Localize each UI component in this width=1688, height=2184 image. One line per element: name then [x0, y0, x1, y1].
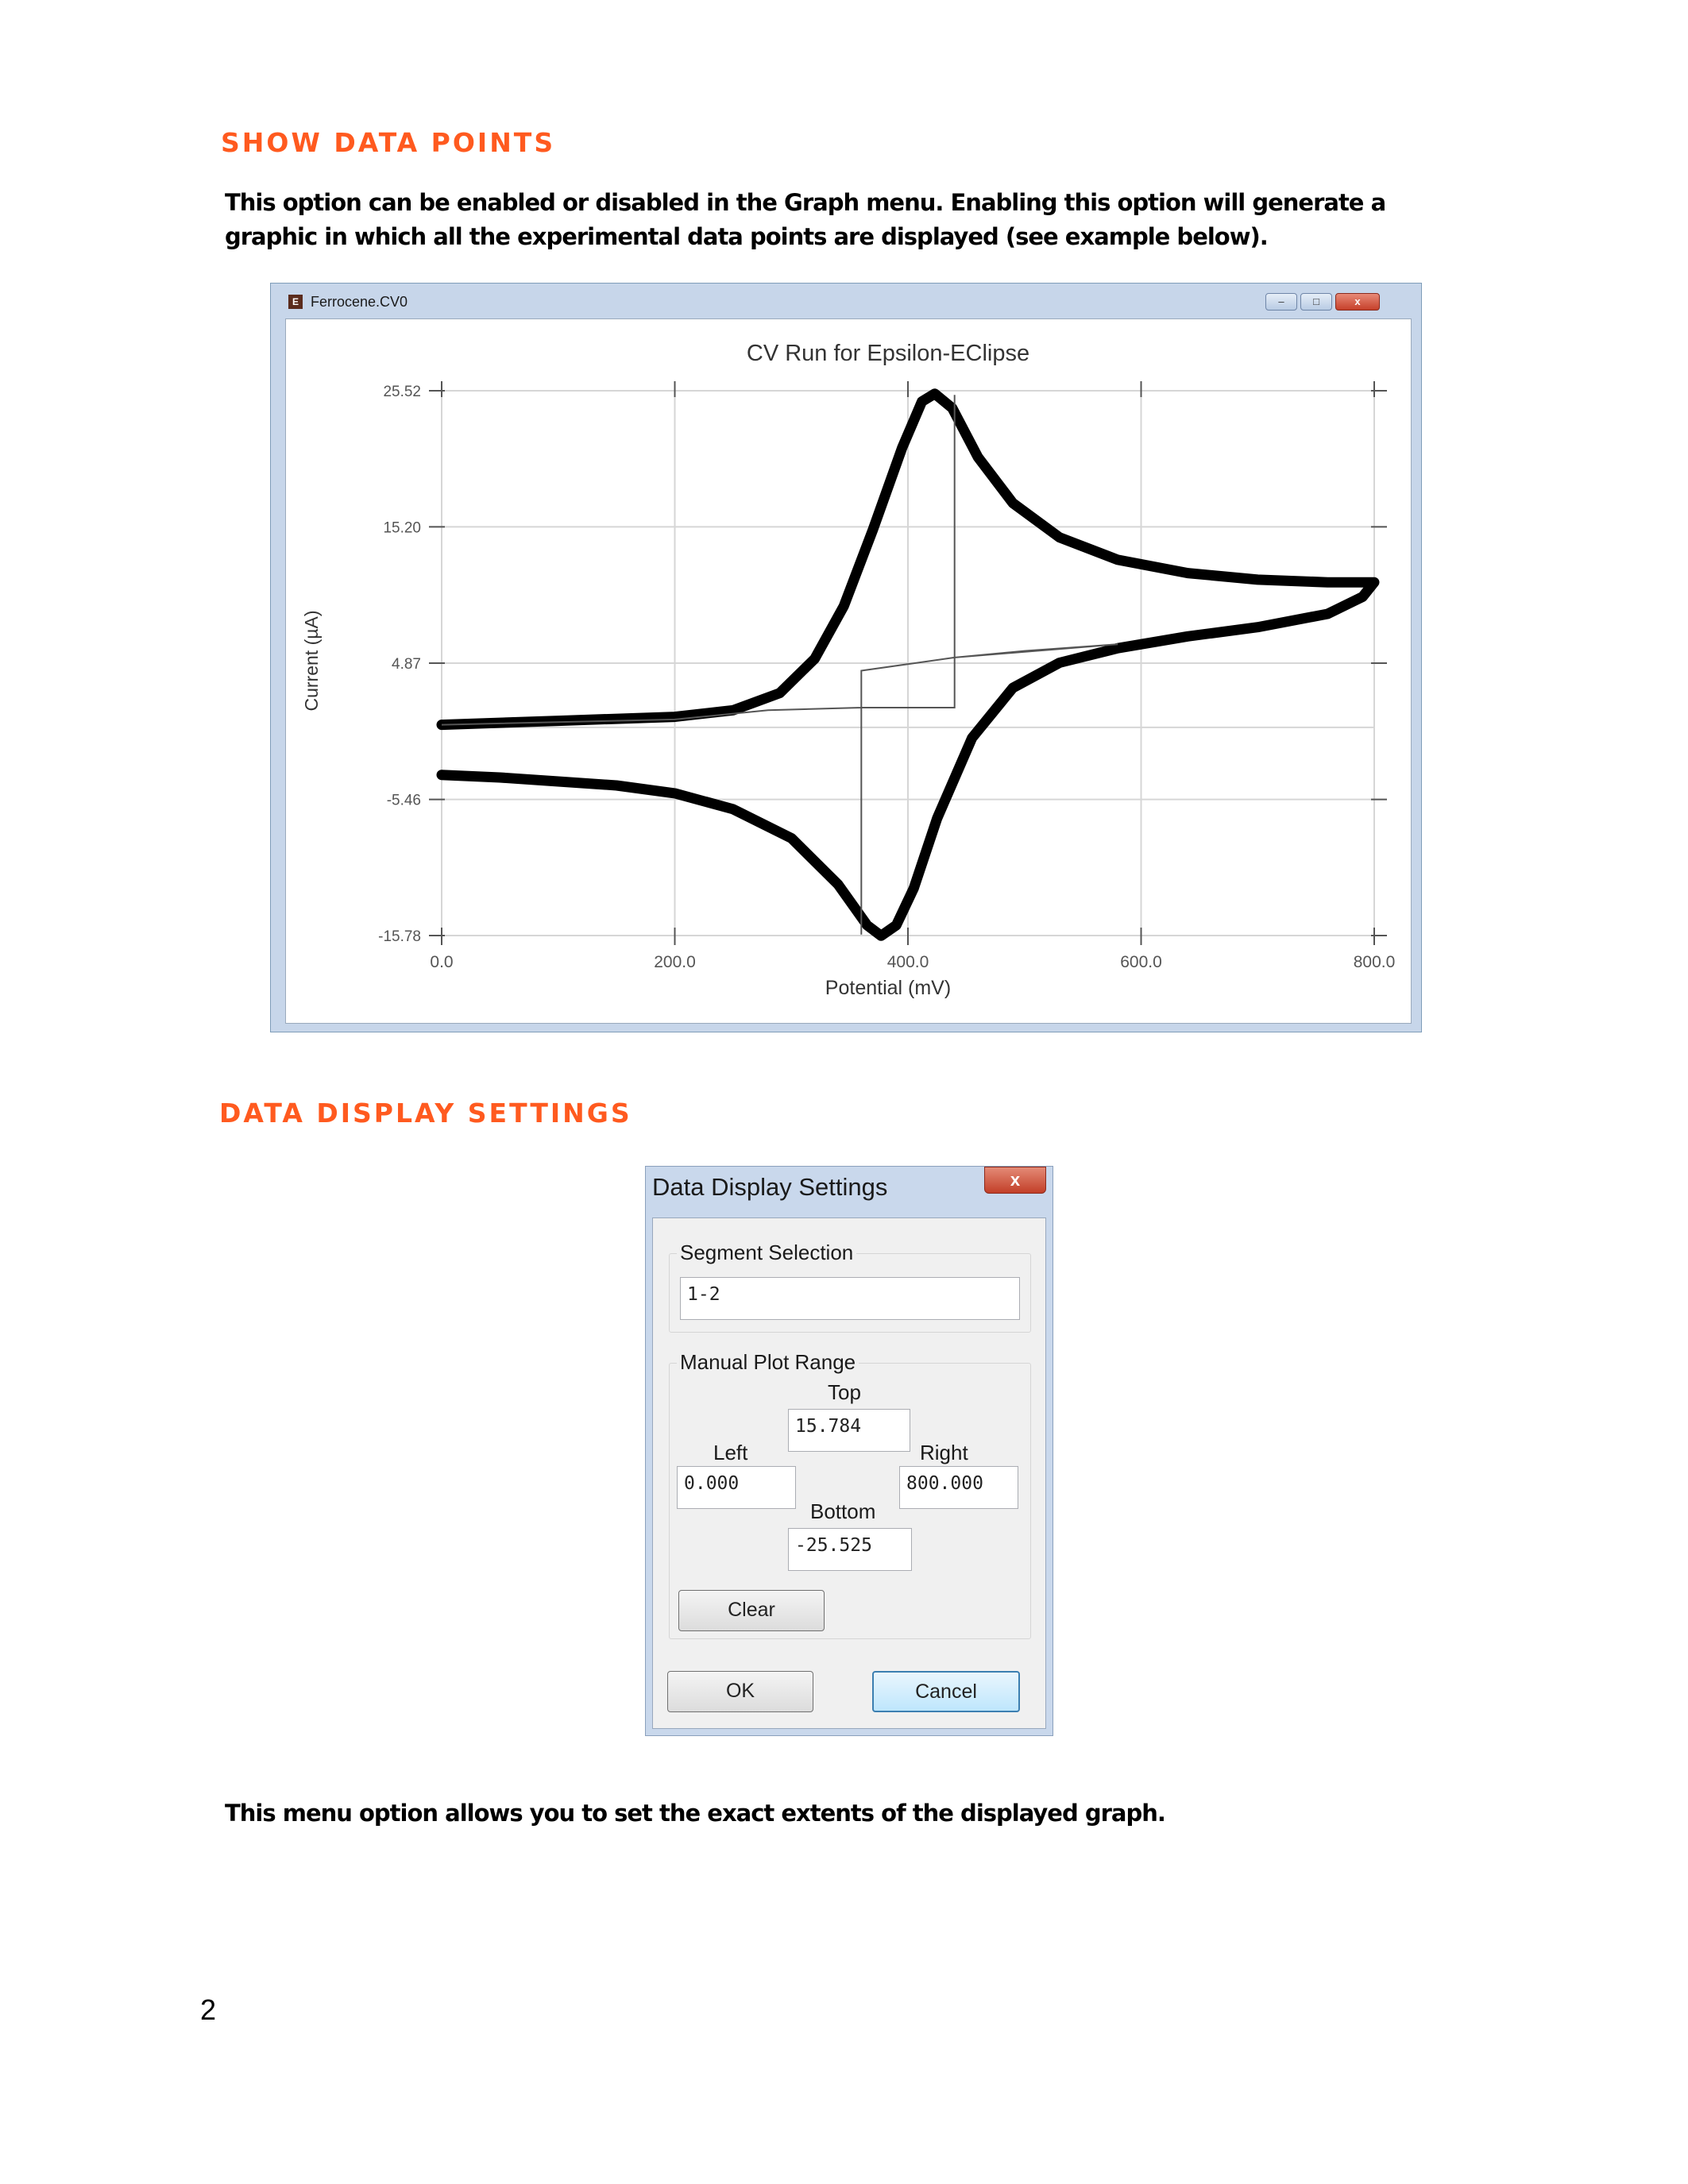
axis-ticks — [378, 381, 1395, 971]
segment-selection-label: Segment Selection — [677, 1241, 856, 1265]
data-display-settings-dialog — [645, 1166, 1053, 1736]
clear-button[interactable]: Clear — [678, 1590, 825, 1631]
y-tick-label: -15.78 — [378, 928, 421, 945]
bottom-label: Bottom — [810, 1499, 876, 1523]
maximize-button[interactable]: □ — [1300, 293, 1332, 311]
y-tick-label: 4.87 — [392, 656, 421, 673]
cancel-button[interactable]: Cancel — [872, 1671, 1020, 1712]
page-number: 2 — [200, 1993, 217, 2026]
minimize-button[interactable]: – — [1265, 293, 1297, 311]
dialog-client-area — [652, 1217, 1046, 1729]
y-tick-label: 15.20 — [383, 519, 421, 537]
y-axis-label: Current (µA) — [301, 610, 322, 712]
left-label: Left — [713, 1441, 748, 1464]
dialog-close-button[interactable]: x — [984, 1167, 1046, 1194]
body-line-1: This option can be enabled or disabled in the Graph menu. Enabling this option will generate a — [225, 189, 1386, 216]
window-title: Ferrocene.CV0 — [311, 294, 408, 310]
x-tick-label: 800.0 — [1353, 953, 1396, 971]
body-line-2: graphic in which all the experimental data points are displayed (see example below). — [225, 223, 1268, 250]
chart-title: CV Run for Epsilon-EClipse — [746, 341, 1030, 366]
grid-lines — [442, 391, 1374, 936]
cv-baseline-series — [442, 395, 1118, 934]
section-heading-show-data-points: SHOW DATA POINTS — [221, 127, 556, 158]
section-heading-data-display-settings: DATA DISPLAY SETTINGS — [219, 1098, 632, 1129]
ok-button[interactable]: OK — [667, 1671, 813, 1712]
y-tick-label: -5.46 — [386, 792, 421, 809]
top-label: Top — [828, 1380, 861, 1404]
x-tick-label: 600.0 — [1120, 953, 1162, 971]
x-axis-label: Potential (mV) — [825, 977, 952, 999]
right-label: Right — [920, 1441, 968, 1464]
x-tick-label: 200.0 — [654, 953, 696, 971]
x-tick-label: 0.0 — [430, 953, 454, 971]
top-input[interactable]: 15.784 — [788, 1409, 910, 1452]
y-tick-label: 25.52 — [383, 384, 421, 400]
window-titlebar[interactable] — [271, 284, 1421, 318]
segment-selection-input[interactable]: 1-2 — [680, 1277, 1020, 1320]
bottom-input[interactable]: -25.525 — [788, 1528, 912, 1571]
manual-plot-range-label: Manual Plot Range — [677, 1350, 859, 1375]
graph-window — [270, 283, 1422, 1032]
close-button[interactable]: x — [1335, 293, 1380, 311]
dialog-title: Data Display Settings — [652, 1173, 888, 1201]
section2-body-text: This menu option allows you to set the exact extents of the displayed graph. — [225, 1800, 1165, 1827]
left-input[interactable]: 0.000 — [677, 1466, 796, 1509]
right-input[interactable]: 800.000 — [899, 1466, 1018, 1509]
graph-canvas-area — [285, 318, 1412, 1024]
section-body-text — [225, 186, 1385, 254]
x-tick-label: 400.0 — [886, 953, 929, 971]
cv-chart — [286, 319, 1411, 1023]
app-icon: E — [288, 295, 303, 309]
